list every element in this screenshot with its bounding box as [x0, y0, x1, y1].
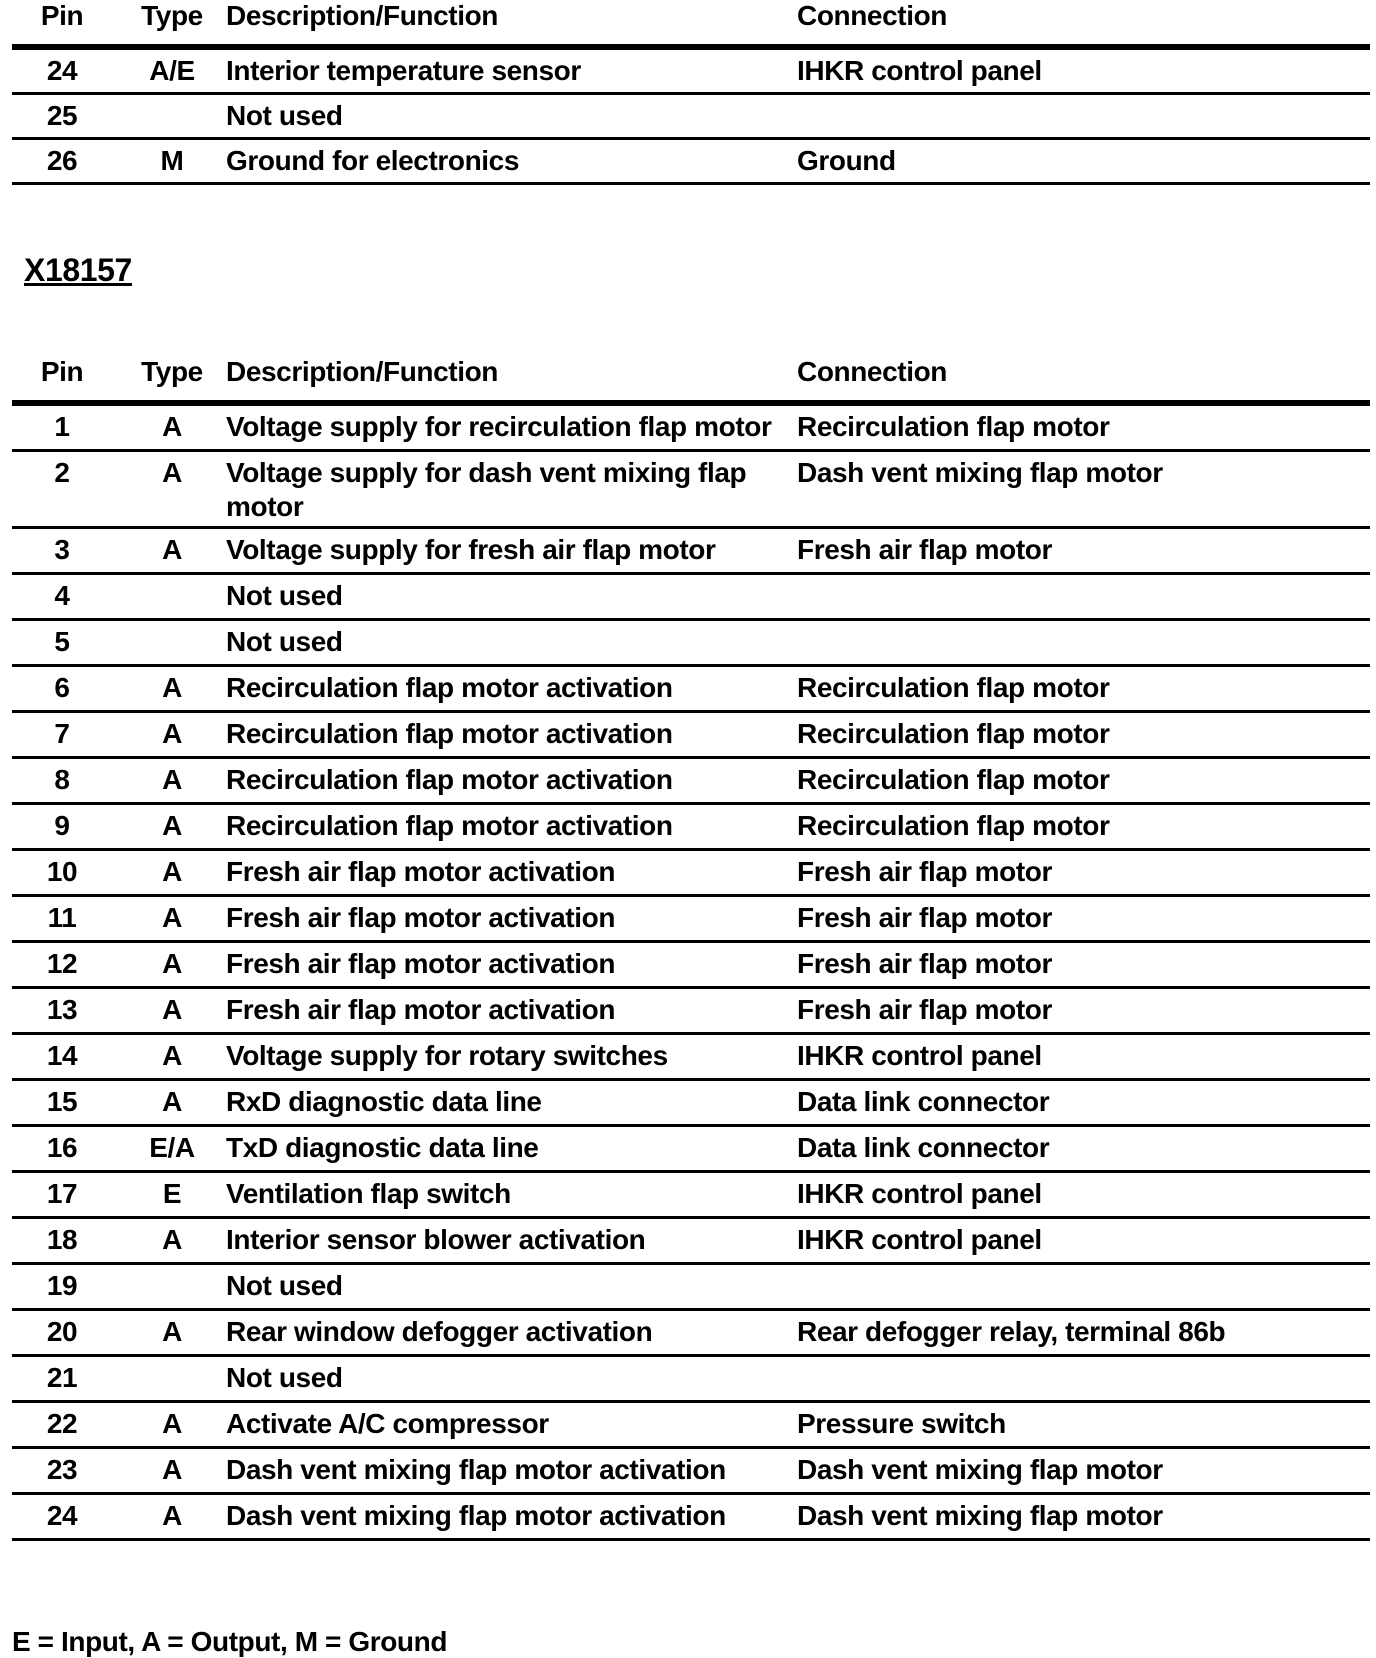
- header-pin: Pin: [40, 356, 84, 387]
- pin-cell: 13: [46, 994, 78, 1025]
- header-connection: Connection: [797, 0, 947, 31]
- pin-table-continued: [12, 0, 1370, 185]
- description-cell: Rear window defogger activation: [226, 1316, 653, 1347]
- pin-cell: 9: [54, 810, 70, 841]
- connection-cell: Ground: [797, 145, 896, 176]
- table-row: [12, 452, 1370, 529]
- description-cell: Activate A/C compressor: [226, 1408, 549, 1439]
- description-cell: Dash vent mixing flap motor activation: [226, 1454, 726, 1485]
- table-row: [12, 1495, 1370, 1541]
- description-cell: RxD diagnostic data line: [226, 1086, 542, 1117]
- pin-cell: 23: [46, 1454, 78, 1485]
- type-cell: A: [162, 810, 182, 841]
- type-cell: A: [162, 1086, 182, 1117]
- description-cell: Ground for electronics: [226, 145, 520, 176]
- header-type: Type: [141, 0, 203, 31]
- pin-cell: 5: [54, 626, 70, 657]
- connection-cell: Data link connector: [797, 1086, 1050, 1117]
- table-row: [12, 805, 1370, 851]
- type-cell: A: [162, 534, 182, 565]
- type-cell: A: [162, 1224, 182, 1255]
- connection-cell: Fresh air flap motor: [797, 994, 1052, 1025]
- table-row: [12, 575, 1370, 621]
- table-row: [12, 943, 1370, 989]
- pin-cell: 8: [54, 764, 70, 795]
- pin-cell: 16: [46, 1132, 78, 1163]
- connection-cell: Fresh air flap motor: [797, 534, 1052, 565]
- type-cell: A: [162, 856, 182, 887]
- description-cell: Recirculation flap motor activation: [226, 672, 673, 703]
- table-row: [12, 621, 1370, 667]
- description-cell: Interior temperature sensor: [226, 55, 581, 86]
- type-cell: A: [162, 411, 182, 442]
- type-cell: A: [162, 1316, 182, 1347]
- description-cell: Fresh air flap motor activation: [226, 948, 616, 979]
- type-cell: A: [162, 1408, 182, 1439]
- description-cell: Fresh air flap motor activation: [226, 902, 616, 933]
- description-cell: Voltage supply for recirculation flap motor: [226, 411, 772, 442]
- table-body: [12, 406, 1370, 1541]
- pin-cell: 25: [46, 100, 78, 131]
- description-cell: Not used: [226, 580, 343, 611]
- description-cell: Ventilation flap switch: [226, 1178, 511, 1209]
- pin-cell: 2: [54, 457, 70, 488]
- description-cell: Voltage supply for fresh air flap motor: [226, 534, 716, 565]
- description-cell: Not used: [226, 626, 343, 657]
- connection-cell: Recirculation flap motor: [797, 810, 1110, 841]
- pin-cell: 22: [46, 1408, 78, 1439]
- connection-cell: Fresh air flap motor: [797, 902, 1052, 933]
- connection-cell: Recirculation flap motor: [797, 411, 1110, 442]
- type-cell: E/A: [149, 1132, 195, 1163]
- table-row: [12, 50, 1370, 95]
- pin-cell: 21: [46, 1362, 78, 1393]
- type-cell: A: [162, 902, 182, 933]
- type-cell: A/E: [149, 55, 195, 86]
- connection-cell: IHKR control panel: [797, 1224, 1042, 1255]
- type-cell: A: [162, 994, 182, 1025]
- description-cell: Fresh air flap motor activation: [226, 994, 616, 1025]
- type-cell: A: [162, 457, 182, 488]
- description-cell: Not used: [226, 1270, 343, 1301]
- type-cell: A: [162, 718, 182, 749]
- table-row: [12, 989, 1370, 1035]
- table-row: [12, 1449, 1370, 1495]
- pin-cell: 11: [47, 902, 77, 933]
- table-row: [12, 95, 1370, 140]
- pin-cell: 20: [46, 1316, 78, 1347]
- header-description: Description/Function: [226, 0, 499, 31]
- pin-cell: 3: [54, 534, 70, 565]
- description-cell: Recirculation flap motor activation: [226, 764, 673, 795]
- pin-table-x18157: [12, 356, 1370, 1541]
- table-row: [12, 529, 1370, 575]
- table-row: [12, 1081, 1370, 1127]
- table-row: [12, 1035, 1370, 1081]
- header-connection: Connection: [797, 356, 947, 387]
- table-header: [12, 0, 1370, 50]
- table-row: [12, 1127, 1370, 1173]
- connection-cell: Pressure switch: [797, 1408, 1006, 1439]
- connection-cell: Dash vent mixing flap motor: [797, 1500, 1163, 1531]
- type-cell: A: [162, 1454, 182, 1485]
- connection-cell: Fresh air flap motor: [797, 948, 1052, 979]
- connection-cell: Dash vent mixing flap motor: [797, 1454, 1163, 1485]
- table-row: [12, 1311, 1370, 1357]
- header-type: Type: [141, 356, 203, 387]
- table-row: [12, 140, 1370, 185]
- table-row: [12, 759, 1370, 805]
- connection-cell: Recirculation flap motor: [797, 764, 1110, 795]
- pin-cell: 24: [46, 1500, 78, 1531]
- table-row: [12, 897, 1370, 943]
- pin-cell: 12: [46, 948, 78, 979]
- connection-cell: Recirculation flap motor: [797, 672, 1110, 703]
- pin-cell: 24: [46, 55, 78, 86]
- header-description: Description/Function: [226, 356, 499, 387]
- description-cell: Recirculation flap motor activation: [226, 718, 673, 749]
- pin-cell: 1: [54, 411, 70, 442]
- table-row: [12, 1403, 1370, 1449]
- pin-cell: 19: [46, 1270, 78, 1301]
- pin-cell: 15: [46, 1086, 78, 1117]
- header-pin: Pin: [40, 0, 84, 31]
- type-cell: A: [162, 1040, 182, 1071]
- pin-cell: 17: [46, 1178, 78, 1209]
- type-cell: A: [162, 1500, 182, 1531]
- type-cell: A: [162, 764, 182, 795]
- connection-cell: Fresh air flap motor: [797, 856, 1052, 887]
- connection-cell: Rear defogger relay, terminal 86b: [797, 1316, 1226, 1347]
- type-cell: A: [162, 948, 182, 979]
- table-row: [12, 406, 1370, 452]
- description-cell: Voltage supply for rotary switches: [226, 1040, 668, 1071]
- connection-cell: IHKR control panel: [797, 1040, 1042, 1071]
- description-cell: Interior sensor blower activation: [226, 1224, 646, 1255]
- pin-cell: 14: [46, 1040, 78, 1071]
- table-header: [12, 356, 1370, 406]
- section-title: X18157: [24, 252, 132, 288]
- pin-cell: 6: [54, 672, 70, 703]
- table-row: [12, 1265, 1370, 1311]
- connection-cell: IHKR control panel: [797, 55, 1042, 86]
- table-row: [12, 667, 1370, 713]
- table-row: [12, 1357, 1370, 1403]
- pin-cell: 26: [46, 145, 78, 176]
- table-body: [12, 50, 1370, 185]
- pin-cell: 7: [54, 718, 70, 749]
- type-cell: E: [162, 1178, 182, 1209]
- description-cell: Voltage supply for dash vent mixing flap motor: [226, 457, 747, 522]
- table-row: [12, 1219, 1370, 1265]
- table-row: [12, 851, 1370, 897]
- pin-cell: 18: [46, 1224, 78, 1255]
- connection-cell: Data link connector: [797, 1132, 1050, 1163]
- description-cell: Fresh air flap motor activation: [226, 856, 616, 887]
- description-cell: Recirculation flap motor activation: [226, 810, 673, 841]
- connection-cell: Dash vent mixing flap motor: [797, 457, 1163, 488]
- table-row: [12, 1173, 1370, 1219]
- description-cell: Not used: [226, 1362, 343, 1393]
- pin-cell: 4: [54, 580, 70, 611]
- connection-cell: IHKR control panel: [797, 1178, 1042, 1209]
- type-cell: A: [162, 672, 182, 703]
- pin-cell: 10: [46, 856, 78, 887]
- connection-cell: Recirculation flap motor: [797, 718, 1110, 749]
- type-cell: M: [160, 145, 184, 176]
- description-cell: Dash vent mixing flap motor activation: [226, 1500, 726, 1531]
- description-cell: Not used: [226, 100, 343, 131]
- description-cell: TxD diagnostic data line: [226, 1132, 539, 1163]
- table-row: [12, 713, 1370, 759]
- legend: E = Input, A = Output, M = Ground: [12, 1626, 448, 1657]
